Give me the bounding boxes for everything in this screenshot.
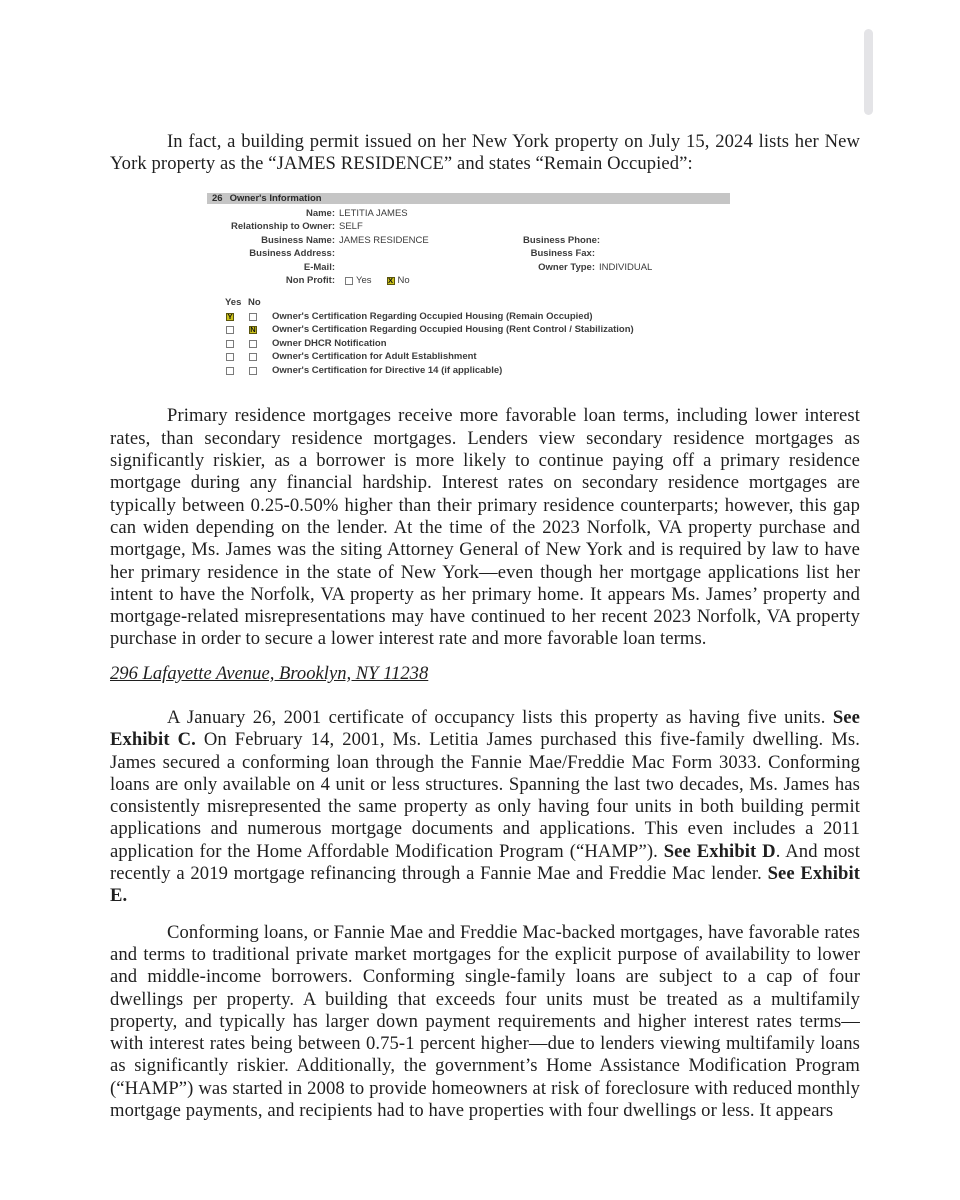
certification-row-rent-control: [207, 323, 730, 337]
field-value-name: LETITIA JAMES: [339, 208, 408, 220]
occupancy-run: A January 26, 2001 certificate of occupancy lists this property as having five units.: [167, 707, 833, 728]
occupancy-run: . And most recently a 2019 mortgage refinancing through a Fannie Mae and Freddie Mac lender.: [110, 840, 861, 885]
field-value-owner-type: INDIVIDUAL: [599, 261, 653, 273]
yes-column-header: Yes: [225, 297, 242, 309]
field-label-owner-type: Owner Type:: [538, 261, 595, 273]
certification-row-dhcr: [207, 337, 730, 351]
field-label-non-profit: Non Profit:: [285, 275, 335, 287]
form-row-business-name: [207, 234, 730, 247]
field-label-business-name: Business Name:: [261, 234, 335, 246]
form-row-relationship: [207, 220, 730, 233]
section-title: Owner's Information: [229, 192, 322, 204]
certifications-header: [207, 296, 730, 310]
field-label-email: E-Mail:: [303, 261, 335, 273]
form-row-email: [207, 261, 730, 274]
non-profit-no-checkbox: X: [387, 276, 393, 285]
field-value-business-name: JAMES RESIDENCE: [339, 234, 429, 246]
field-value-relationship: SELF: [339, 221, 363, 233]
non-profit-no-label: No: [397, 275, 410, 287]
intro-paragraph: [110, 131, 860, 176]
form-row-business-address: [207, 247, 730, 260]
occupancy-paragraph: [110, 707, 860, 908]
address-heading: 296 Lafayette Avenue, Brooklyn, NY 11238: [110, 662, 429, 684]
exhibit-e-ref: See Exhibit E.: [110, 863, 861, 907]
certification-label: Owner's Certification for Directive 14 (if applicable): [272, 364, 503, 376]
exhibit-d-ref: See Exhibit D: [663, 840, 776, 862]
certification-label: Owner's Certification for Adult Establishment: [272, 351, 477, 363]
form-row-non-profit: [207, 274, 730, 287]
rent-control-no-checkbox: N: [250, 325, 256, 335]
field-label-business-phone: Business Phone:: [523, 234, 601, 246]
field-label-business-fax: Business Fax:: [530, 248, 595, 260]
form-row-business-phone: [523, 234, 599, 247]
dhcr-no-checkbox: [249, 340, 257, 348]
exhibit-c-ref: See Exhibit C.: [110, 707, 860, 751]
occupancy-run: On February 14, 2001, Ms. Letitia James purchased this five-family dwelling. Ms. James secured a conforming loan through the Fannie Mae/Freddie Mac Form 3033. Conforming loans are only available on 4 unit or less structures. Spanning the last two decades, Ms. James has consistently misrepresented the same property as only having four units in both building permit applications and numerous mortgage documents and applications. This even includes a 2011 application for the Home Affordable Modification Program (“HAMP”).: [110, 729, 860, 862]
form-row-name: [207, 207, 730, 220]
rent-control-yes-checkbox: [226, 326, 234, 334]
certification-row-directive-14: [207, 364, 730, 378]
adult-establishment-no-checkbox: [249, 353, 257, 361]
non-profit-yes-label: Yes: [356, 275, 372, 287]
scrollbar-thumb[interactable]: [864, 29, 873, 115]
certification-label: Owner DHCR Notification: [272, 337, 387, 349]
certification-label: Owner's Certification Regarding Occupied Housing (Rent Control / Stabilization): [272, 324, 634, 336]
field-label-relationship: Relationship to Owner:: [231, 221, 335, 233]
adult-establishment-yes-checkbox: [226, 353, 234, 361]
conforming-loans-text: Conforming loans, or Fannie Mae and Freddie Mac-backed mortgages, have favorable rates and terms to traditional private market mortgages for the explicit purpose of availability to lower and middle-income borrowers. Conforming single-family loans are subject to a cap of four dwellings per property. A building that exceeds four units must be treated as a multifamily property, and typically has larger down payment requirements and higher interest rates terms—with interest rates being between 0.75-1 percent higher—due to lenders viewing multifamily loans as significantly riskier. Additionally, the government’s Home Assistance Modification Program (“HAMP”) was started in 2008 to provide homeowners at risk of foreclosure with reduced monthly mortgage payments, and recipients had to have properties with four dwellings or less. It appears: [110, 921, 860, 1122]
certification-label: Owner's Certification Regarding Occupied Housing (Remain Occupied): [272, 310, 593, 322]
directive-14-no-checkbox: [249, 367, 257, 375]
field-label-business-address: Business Address:: [249, 248, 335, 260]
mortgage-rates-paragraph: [110, 405, 860, 650]
mortgage-rates-text: Primary residence mortgages receive more favorable loan terms, including lower interest rates, than secondary residence mortgages. Lenders view secondary residence mortgages as significantly riskier, as a borrower is more likely to continue paying off a primary residence mortgage during any financial hardship. Interest rates on secondary residence mortgages are typically between 0.25-0.50% higher than their primary residence counterparts; however, this gap can widen depending on the lender. At the time of the 2023 Norfolk, VA property purchase and mortgage, Ms. James was the siting Attorney General of New York and is required by law to have her primary residence in the state of New York—even though her mortgage applications list her intent to have the Norfolk, VA property as her primary home. It appears Ms. James’ property and mortgage-related misrepresentations may have continued to her recent 2023 Norfolk, VA property purchase in order to secure a lower interest rate and more favorable loan terms.: [110, 405, 860, 650]
remain-occupied-no-checkbox: [249, 313, 257, 321]
form-row-business-fax: [523, 247, 599, 260]
conforming-loans-paragraph: [110, 922, 860, 1123]
document-page: [110, 131, 860, 1122]
dhcr-yes-checkbox: [226, 340, 234, 348]
building-permit-form: [207, 193, 730, 378]
section-number: 26: [212, 192, 223, 204]
intro-text: In fact, a building permit issued on her New York property on July 15, 2024 lists her New York property as the “JAMES RESIDENCE” and states “Remain Occupied”:: [110, 131, 860, 175]
non-profit-yes-checkbox: [345, 277, 353, 285]
form-row-owner-type: [523, 261, 652, 274]
form-section-header: [207, 193, 730, 205]
directive-14-yes-checkbox: [226, 367, 234, 375]
field-label-name: Name:: [305, 208, 335, 220]
certification-row-adult-establishment: [207, 350, 730, 364]
certification-row-remain-occupied: [207, 310, 730, 324]
no-column-header: No: [248, 297, 261, 309]
remain-occupied-yes-checkbox: Y: [227, 311, 233, 321]
